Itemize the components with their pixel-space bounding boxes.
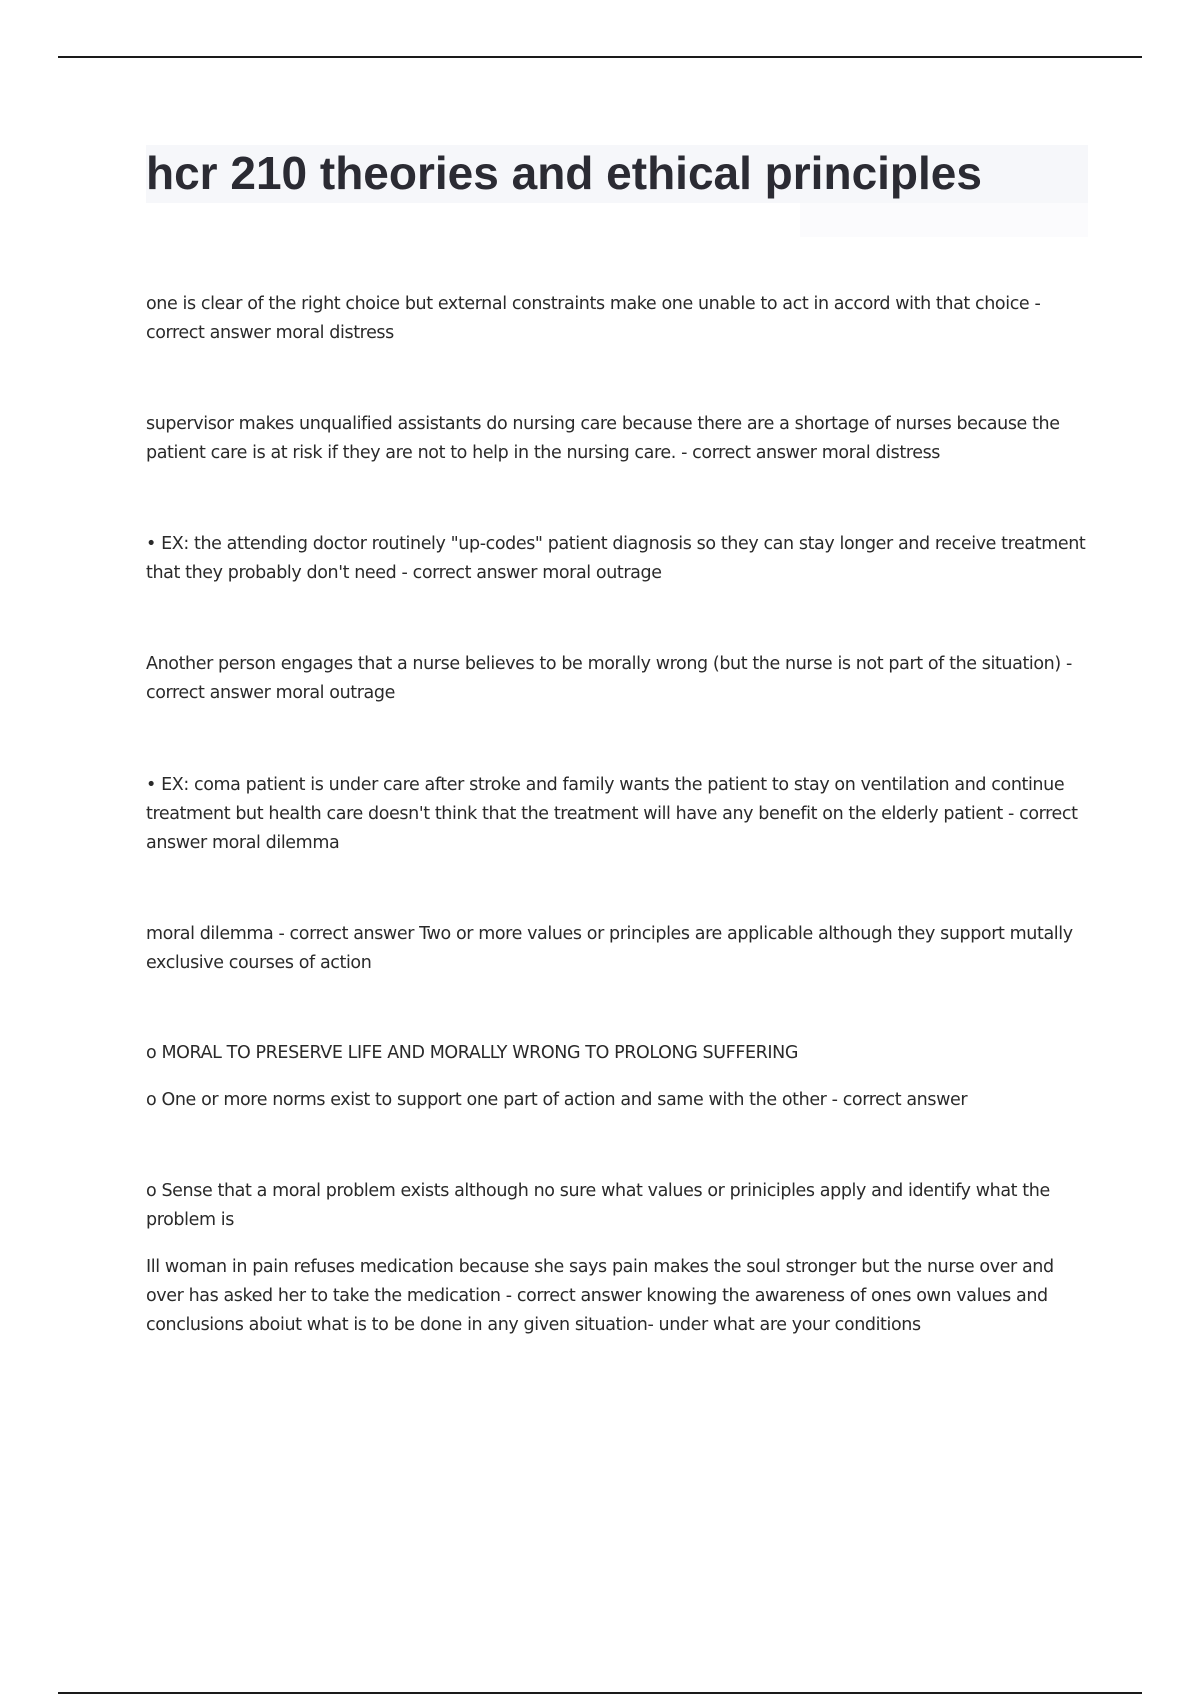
top-rule (58, 56, 1142, 58)
qa-entry-6: moral dilemma - correct answer Two or more values or principles are applicable although they support mutally exclusive courses of action (146, 924, 1073, 973)
qa-entry-1: one is clear of the right choice but external constraints make one unable to act in accord with that choice - correct answer moral distress (146, 294, 1041, 343)
qa-entry-2: supervisor makes unqualified assistants do nursing care because there are a shortage of nurses because the patient care is at risk if they are not to help in the nursing care. - correct answer moral distress (146, 414, 1060, 463)
qa-entry-7: o MORAL TO PRESERVE LIFE AND MORALLY WRONG TO PROLONG SUFFERING (146, 1043, 799, 1063)
qa-entry-9: o Sense that a moral problem exists although no sure what values or priniciples apply and identify what the problem is (146, 1181, 1050, 1230)
bottom-rule (58, 1692, 1142, 1694)
qa-entry-10: Ill woman in pain refuses medication because she says pain makes the soul stronger but the nurse over and over has asked her to take the medication - correct answer knowing the awareness of ones own values and conclusions aboiut what is to be done in any given situation- under what are your conditions (146, 1257, 1054, 1335)
document-title: hcr 210 theories and ethical principles (146, 147, 982, 199)
qa-entry-8: o One or more norms exist to support one part of action and same with the other - correct answer (146, 1090, 968, 1110)
qa-entry-4: Another person engages that a nurse believes to be morally wrong (but the nurse is not part of the situation) - correct answer moral outrage (146, 654, 1072, 703)
qa-entry-5: • EX: coma patient is under care after stroke and family wants the patient to stay on ventilation and continue treatment but health care doesn't think that the treatment will have any benefit on the elderly patient - correct answer moral dilemma (146, 775, 1078, 853)
qa-entry-3: • EX: the attending doctor routinely "up-codes" patient diagnosis so they can stay longer and receive treatment that they probably don't need - correct answer moral outrage (146, 534, 1086, 583)
title-highlight-lower (800, 203, 1088, 237)
